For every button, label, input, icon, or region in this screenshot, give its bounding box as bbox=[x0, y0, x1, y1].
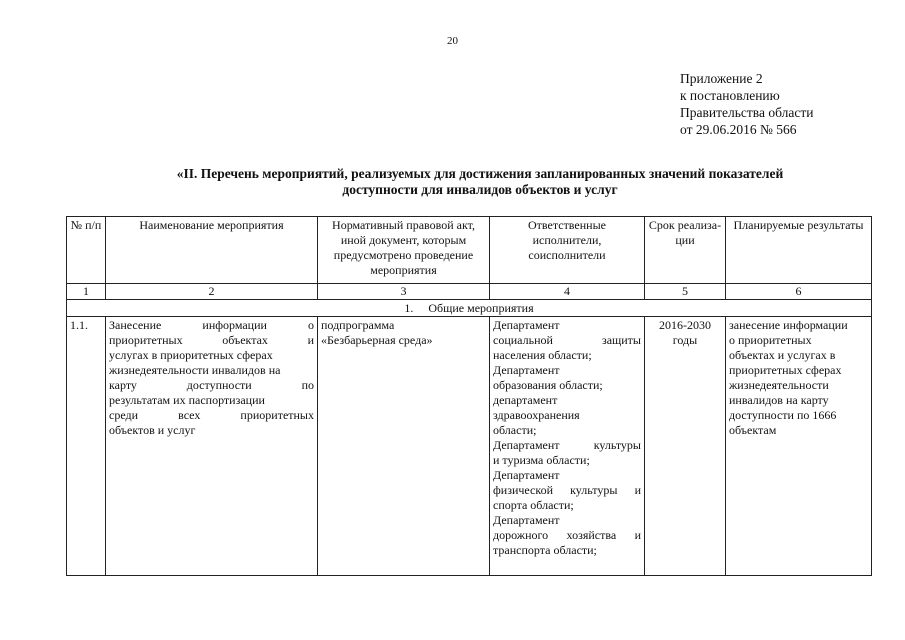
row-responsible-line: социальной защиты bbox=[493, 333, 641, 347]
row-name-cell bbox=[106, 317, 318, 576]
row-responsible-line: Департамент bbox=[493, 513, 560, 527]
row-responsible-cell bbox=[490, 317, 645, 576]
row-responsible-line: образования области; bbox=[493, 378, 603, 392]
table-row bbox=[67, 317, 872, 576]
row-results-cell bbox=[726, 317, 872, 576]
row-name-line: Занесение информации о bbox=[109, 318, 314, 332]
row-results-line: приоритетных сферах bbox=[729, 363, 842, 377]
column-number: 4 bbox=[490, 284, 645, 300]
column-number: 3 bbox=[318, 284, 490, 300]
row-results-line: жизнедеятельности bbox=[729, 378, 829, 392]
row-document-line: «Безбарьерная среда» bbox=[321, 333, 433, 347]
title-line-2: доступности для инвалидов объектов и услуг bbox=[342, 182, 618, 197]
row-results-line: о приоритетных bbox=[729, 333, 812, 347]
appendix-line: к постановлению bbox=[680, 88, 780, 103]
header-cell-document: Нормативный правовой акт, иной документ, которым предусмотрено проведение мероприятия bbox=[318, 217, 490, 284]
header-cell-responsible: Ответственные исполнители, соисполнители bbox=[490, 217, 645, 284]
section-row bbox=[67, 300, 872, 317]
header-cell-results: Планируемые результаты bbox=[726, 217, 872, 284]
row-term: 2016-2030 годы bbox=[645, 317, 726, 576]
row-results-line: доступности по 1666 bbox=[729, 408, 837, 422]
header-cell-name: Наименование мероприятия bbox=[106, 217, 318, 284]
page-number: 20 bbox=[447, 35, 458, 47]
appendix-line: Правительства области bbox=[680, 105, 814, 120]
row-name-line: результатам их паспортизации bbox=[109, 393, 265, 407]
header-cell-term: Срок реализа-ции bbox=[645, 217, 726, 284]
row-document-line: подпрограмма bbox=[321, 318, 395, 332]
row-responsible-line: Департамент bbox=[493, 468, 560, 482]
document-title bbox=[120, 166, 840, 198]
section-title: 1. Общие мероприятия bbox=[67, 300, 872, 317]
title-line-1: «II. Перечень мероприятий, реализуемых для достижения запланированных значений показателей bbox=[176, 166, 784, 181]
row-name-line: среди всех приоритетных bbox=[109, 408, 314, 422]
row-responsible-line: спорта области; bbox=[493, 498, 574, 512]
row-responsible-line: населения области; bbox=[493, 348, 592, 362]
appendix-block bbox=[680, 70, 813, 138]
column-number-row bbox=[67, 284, 872, 300]
row-name-line: приоритетных объектах и bbox=[109, 333, 314, 347]
row-document-cell bbox=[318, 317, 490, 576]
column-number: 2 bbox=[106, 284, 318, 300]
row-results-line: занесение информации bbox=[729, 318, 848, 332]
row-name-line: услугах в приоритетных сферах bbox=[109, 348, 273, 362]
row-responsible-line: и туризма области; bbox=[493, 453, 590, 467]
row-name-line: объектов и услуг bbox=[109, 423, 196, 437]
appendix-line: от 29.06.2016 № 566 bbox=[680, 122, 797, 137]
column-number: 5 bbox=[645, 284, 726, 300]
row-results-line: объектах и услугах в bbox=[729, 348, 836, 362]
row-responsible-line: области; bbox=[493, 423, 537, 437]
row-responsible-line: физической культуры и bbox=[493, 483, 641, 497]
row-responsible-line: дорожного хозяйства и bbox=[493, 528, 641, 542]
row-responsible-line: Департамент bbox=[493, 318, 560, 332]
row-responsible-line: департамент bbox=[493, 393, 558, 407]
row-results-line: объектам bbox=[729, 423, 777, 437]
row-results-line: инвалидов на карту bbox=[729, 393, 829, 407]
table-header-row bbox=[67, 217, 872, 284]
row-responsible-line: транспорта области; bbox=[493, 543, 597, 557]
row-responsible-line: здравоохранения bbox=[493, 408, 580, 422]
row-responsible-line: Департамент культуры bbox=[493, 438, 641, 452]
header-cell-number: № п/п bbox=[67, 217, 106, 284]
measures-table bbox=[66, 216, 872, 576]
column-number: 6 bbox=[726, 284, 872, 300]
row-responsible-line: Департамент bbox=[493, 363, 560, 377]
appendix-line: Приложение 2 bbox=[680, 71, 763, 86]
row-number: 1.1. bbox=[67, 317, 106, 576]
row-name-line: карту доступности по bbox=[109, 378, 314, 392]
row-name-line: жизнедеятельности инвалидов на bbox=[109, 363, 281, 377]
column-number: 1 bbox=[67, 284, 106, 300]
